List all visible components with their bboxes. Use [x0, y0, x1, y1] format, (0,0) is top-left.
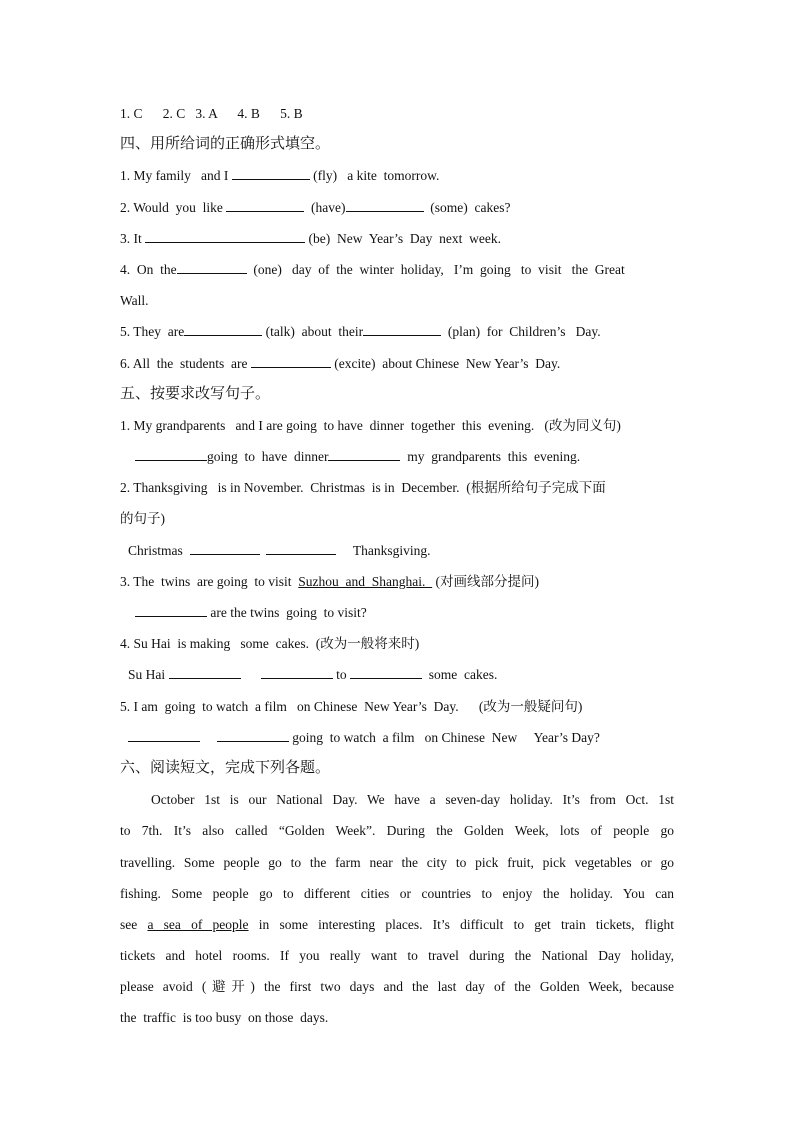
q-text: (excite) about Chinese New Year’s Day. — [330, 355, 561, 371]
q-text: (be) New Year’s Day next week. — [305, 230, 501, 246]
q-text: (talk) about their — [262, 324, 364, 340]
q-text: 3. The twins are going to visit — [120, 573, 299, 589]
q-text: in some interesting places. It’s difficult to get train tickets, flight — [258, 916, 675, 932]
answer-blank[interactable] — [135, 448, 207, 461]
reading-line: the traffic is too busy on those days. — [120, 1010, 329, 1026]
answer-blank[interactable] — [177, 261, 247, 274]
answer-blank[interactable] — [217, 729, 289, 742]
answer-blank[interactable] — [266, 542, 336, 555]
sec4-question-5 — [120, 316, 674, 347]
q-text: 2. Would you like — [120, 199, 227, 215]
reading-line: please avoid (避开) the first two days and the last day of the Golden Week, because — [120, 979, 674, 995]
q-text: my grandparents this evening. — [400, 449, 581, 465]
answer-blank[interactable] — [128, 729, 200, 742]
q-text: Christmas — [128, 542, 190, 558]
sec5-question-3 — [120, 566, 674, 597]
sec5-question-5: 5. I am going to watch a film on Chinese New Year’s Day. (改为一般疑问句) — [120, 698, 583, 714]
sec5-question-1: 1. My grandparents and I are going to have dinner together this evening. (改为同义句) — [120, 417, 621, 433]
q-text: 4. On the — [120, 261, 177, 277]
answer-blank[interactable] — [169, 666, 241, 679]
q-text: (对画线部分提问) — [432, 573, 539, 589]
q-text: Su Hai — [128, 667, 169, 683]
q-text: (fly) a kite tomorrow. — [309, 168, 440, 184]
reading-line: fishing. Some people go to different cities or countries to enjoy the holiday. You can — [120, 885, 674, 901]
q-text: (some) cakes? — [423, 199, 511, 215]
q-text: (plan) for Children’s Day. — [441, 324, 601, 340]
answer-blank[interactable] — [251, 355, 331, 368]
q-text: 5. They are — [120, 324, 185, 340]
answer-blank[interactable] — [184, 323, 262, 336]
answer-blank[interactable] — [232, 167, 310, 180]
section-4-title: 四、用所给词的正确形式填空。 — [120, 136, 331, 153]
q-text: 3. It — [120, 230, 146, 246]
answer-blank[interactable] — [346, 199, 424, 212]
answer-blank[interactable] — [145, 230, 305, 243]
worksheet-page — [120, 98, 674, 1034]
answer-blank[interactable] — [226, 199, 304, 212]
underlined-phrase: Suzhou and Shanghai. — [298, 573, 433, 589]
answer-blank[interactable] — [190, 542, 260, 555]
reading-line — [120, 909, 674, 940]
underlined-phrase: a sea of people — [147, 916, 249, 932]
section-5-title: 五、按要求改写句子。 — [120, 385, 271, 402]
q-text: 1. My family and I — [120, 168, 232, 184]
q-text: 6. All the students are — [120, 355, 251, 371]
sec5-answer-1 — [120, 441, 674, 472]
sec5-question-4: 4. Su Hai is making some cakes. (改为一般将来时) — [120, 636, 420, 652]
sec5-question-2-cont: 的句子) — [120, 511, 165, 527]
answer-blank[interactable] — [261, 666, 333, 679]
sec4-question-1 — [120, 160, 674, 191]
sec5-answer-4 — [120, 659, 674, 690]
sec5-answer-5 — [120, 722, 674, 753]
reading-line: travelling. Some people go to the farm near the city to pick fruit, pick vegetables or go — [120, 854, 674, 870]
answer-blank[interactable] — [135, 604, 207, 617]
answer-key-line: 1. C 2. C 3. A 4. B 5. B — [120, 106, 303, 121]
reading-line: to 7th. It’s also called “Golden Week”. During the Golden Week, lots of people go — [120, 823, 674, 839]
q-text: some cakes. — [422, 667, 498, 683]
sec4-question-4 — [120, 254, 674, 285]
q-text: to — [332, 667, 351, 683]
answer-blank[interactable] — [350, 666, 422, 679]
reading-line: tickets and hotel rooms. If you really want to travel during the National Day holiday, — [120, 948, 674, 964]
sec4-question-4-cont: Wall. — [120, 293, 149, 309]
q-text: Thanksgiving. — [352, 542, 431, 558]
section-6-title: 六、阅读短文，完成下列各题。 — [120, 759, 331, 776]
sec5-answer-3 — [120, 597, 674, 628]
q-text: are the twins going to visit? — [207, 605, 367, 620]
reading-line: October 1st is our National Day. We have a seven-day holiday. It’s from Oct. 1st — [151, 792, 674, 808]
sec5-question-2: 2. Thanksgiving is in November. Christmas is in December. (根据所给句子完成下面 — [120, 480, 606, 496]
q-text: see — [120, 916, 148, 932]
sec4-question-6 — [120, 348, 674, 379]
q-text: going to watch a film on Chinese New Year’s Day? — [288, 729, 600, 745]
sec4-question-2 — [120, 192, 674, 223]
sec5-answer-2 — [120, 535, 674, 566]
answer-blank[interactable] — [328, 448, 400, 461]
answer-blank[interactable] — [363, 323, 441, 336]
q-text: (have) — [304, 199, 346, 215]
q-text: going to have dinner — [207, 449, 329, 465]
q-text: (one) day of the winter holiday, I’m going to visit the Great — [246, 261, 625, 277]
sec4-question-3 — [120, 223, 674, 254]
